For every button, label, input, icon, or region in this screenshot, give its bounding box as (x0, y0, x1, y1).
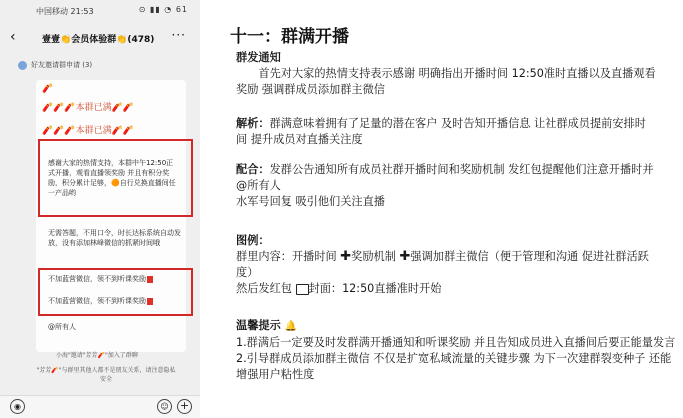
tip-item: 2.引导群成员添加群主微信 不仅是扩宽私域流量的关键步骤 为下一次建群裂变种子 还能增强用户粘性度 (236, 352, 672, 381)
warning-text: 不加蓝营微信，领不到听课奖励 (48, 297, 146, 305)
example-text: 奖励机制 (351, 250, 400, 263)
input-bar (0, 395, 200, 418)
system-notice: "芳芳🧨"与群里其他人都不是朋友关系，请注意隐私安全 (36, 367, 176, 383)
emoji-row: 🧨🧨🧨本群已满🧨🧨 (42, 103, 135, 113)
section-body: 群满意味着拥有了足量的潜在客户 及时告知开播信息 让社群成员提前安排时间 提升成员对直播关注度 (236, 117, 646, 146)
bell-icon: 🔔 (284, 321, 298, 332)
notes-panel (200, 0, 683, 418)
plus-icon: ✚ (399, 249, 411, 264)
emoji-row: 🧨🧨🧨本群已满🧨🧨 (42, 126, 135, 136)
status-icons: ⊙ ▮▮ ◔ 61 (138, 5, 188, 14)
example-text: 强调加群主微信（便于管理和沟通 促进社群活跃度） (236, 250, 649, 279)
plus-icon: ✚ (340, 249, 352, 264)
voice-icon[interactable]: ◉ (10, 399, 25, 414)
section-label: 解析： (236, 117, 270, 130)
section-body: 发群公告通知所有成员社群开播时间和奖励机制 发红包提醒他们注意开播时并@所有人 (236, 163, 654, 192)
red-packet-icon (147, 276, 153, 283)
back-arrow-icon[interactable]: ‹ (10, 29, 16, 45)
tip-item: 1.群满后一定要及时发群满开播通知和听课奖励 并且告知成员进入直播间后要正能量发言 (236, 336, 676, 349)
system-notice: 小海"邀请"芳芳🧨"加入了群聊 (56, 352, 138, 359)
section-heading: 图例： (236, 234, 270, 247)
section-label: 配合： (236, 163, 270, 176)
carrier-time: 中国移动 21:53 (36, 7, 94, 16)
avatar (18, 61, 27, 70)
join-request-text: 好友邀请群申请 (3) (31, 61, 93, 69)
page-title: 十一：群满开播 (230, 27, 349, 47)
section-cooperation (236, 162, 656, 210)
reward-text: 无需答题，不用口令，时长达标系统自动发放，没有添加林峰微信的抓紧时间哦 (48, 229, 181, 247)
example-text: 群里内容：开播时间 (236, 250, 341, 263)
wechat-chat-screenshot (0, 0, 200, 418)
plus-icon[interactable]: + (177, 399, 192, 414)
warning-text: 不加蓝营微信，领不到听课奖励 (48, 275, 146, 283)
example-line-2 (236, 281, 656, 297)
section-example (236, 233, 656, 297)
section-body-2: 水军号回复 吸引他们关注直播 (236, 195, 385, 208)
at-all-mention: @所有人 (48, 323, 76, 331)
section-broadcast (236, 50, 676, 98)
red-packet-icon (147, 298, 153, 305)
announcement-text: 感谢大家的热情支持，本群中午12:50正式开播，观看直播领奖励 并且有积分奖励，积分累计足够，🟠自行兑换直播间任一产品哟 (48, 159, 176, 197)
group-title: 壹壹👏会员体验群👏(478) (42, 35, 155, 45)
red-envelope-icon (296, 284, 309, 295)
emoji-row: 🧨 (42, 84, 54, 94)
section-body: 首先对大家的热情支持表示感谢 明确指出开播时间 12:50准时直播以及直播观看奖励 强调群成员添加群主微信 (236, 67, 656, 96)
join-request-notice[interactable] (18, 60, 92, 70)
section-heading (236, 318, 676, 335)
example-text: 封面：12:50直播准时开始 (308, 282, 442, 295)
emoji-icon[interactable]: ☺ (157, 399, 172, 414)
chat-header (0, 28, 200, 50)
section-tips (236, 318, 676, 383)
section-heading: 群发通知 (236, 51, 281, 64)
example-text: 然后发红包 (236, 282, 296, 295)
section-analysis (236, 116, 656, 148)
example-line-1 (236, 249, 656, 281)
status-bar (0, 0, 200, 20)
tips-heading-text: 温馨提示 (236, 319, 281, 332)
warning-line (48, 274, 182, 284)
more-icon[interactable]: ··· (171, 28, 186, 42)
warning-line (48, 296, 182, 306)
